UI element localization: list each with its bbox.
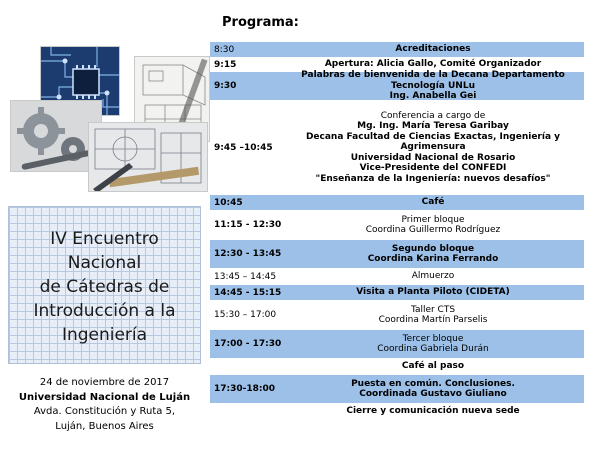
schedule-row (210, 101, 584, 195)
schedule-time: 9:30 (214, 81, 237, 91)
event-address: Avda. Constitución y Ruta 5, (33, 406, 176, 417)
schedule-time: 8:30 (214, 44, 235, 55)
schedule-line: Primer bloque (401, 214, 465, 225)
schedule-line: Tercer bloque (402, 333, 464, 344)
schedule-time: 14:45 - 15:15 (214, 287, 282, 298)
schedule-description (282, 361, 584, 372)
schedule-line: Decana Facultad de Ciencias Exactas, Ingeniería y Agrimensura (305, 131, 561, 153)
schedule-row (210, 301, 584, 330)
schedule-time: 10:45 (214, 197, 243, 208)
schedule-time: 13:45 – 14:45 (214, 271, 277, 282)
schedule-line: Ing. Anabella Gei (389, 91, 477, 102)
schedule-line: Coordina Guillermo Rodríguez (365, 225, 501, 235)
schedule-row (210, 404, 584, 420)
schedule-line: Apertura: Alicia Gallo, Comité Organizador (324, 59, 542, 70)
schedule-line: Coordina Gabriela Durán (377, 344, 489, 354)
schedule-line: Almuerzo (411, 271, 455, 282)
schedule-row (210, 359, 584, 375)
schedule-line: Visita a Planta Piloto (CIDETA) (356, 287, 510, 298)
schedule-time: 9:15 (214, 59, 237, 70)
schedule-description (282, 406, 584, 417)
blueprint-drafting-image (88, 122, 208, 192)
schedule-description (282, 111, 584, 185)
event-title-line: Ingeniería (61, 325, 148, 345)
event-title-line: Introducción a la (33, 301, 176, 321)
schedule-time: 11:15 - 12:30 (214, 220, 282, 230)
schedule-row (210, 375, 584, 404)
schedule-description (282, 244, 584, 265)
schedule-description (282, 287, 584, 298)
schedule-row (210, 240, 584, 269)
schedule-description (282, 70, 584, 102)
schedule-line: Café (421, 197, 445, 208)
schedule-time: 17:30-18:00 (214, 384, 276, 394)
schedule-line: Conferencia a cargo de (380, 110, 486, 121)
schedule-line: Coordina Martín Parselis (378, 315, 488, 325)
schedule-line: "Enseñanza de la Ingeniería: nuevos desafíos" (315, 173, 551, 184)
schedule-description (282, 44, 584, 55)
event-info (8, 376, 201, 434)
program-title: Programa: (222, 15, 299, 30)
event-title-line: de Cátedras de (39, 277, 170, 297)
engineering-image-collage (8, 42, 208, 202)
schedule-time: 17:00 - 17:30 (214, 339, 282, 349)
schedule-line: Universidad Nacional de Rosario (350, 152, 516, 163)
schedule-line: Café al paso (401, 361, 465, 372)
schedule-description (282, 59, 584, 70)
schedule-row (210, 195, 584, 211)
schedule-line: Mg. Ing. María Teresa Garibay (357, 121, 509, 132)
schedule-line: Coordina Karina Ferrando (367, 254, 499, 264)
event-title-line: IV Encuentro (50, 229, 159, 249)
event-city: Luján, Buenos Aires (55, 420, 154, 432)
schedule-line: Coordinada Gustavo Giuliano (359, 389, 507, 399)
schedule-table (210, 42, 584, 420)
schedule-row (210, 330, 584, 359)
event-title-box (8, 206, 201, 364)
schedule-row (210, 211, 584, 240)
schedule-description (282, 197, 584, 208)
schedule-line: Segundo bloque (391, 243, 475, 254)
schedule-line: Taller CTS (410, 304, 456, 315)
schedule-line: Vice-Presidente del CONFEDI (359, 163, 507, 174)
schedule-time: 12:30 - 13:45 (214, 249, 282, 259)
schedule-line: Acreditaciones (395, 44, 471, 55)
schedule-time: 15:30 – 17:00 (214, 310, 277, 320)
schedule-description (282, 215, 584, 236)
schedule-description (282, 271, 584, 282)
schedule-time: 9:45 –10:45 (214, 142, 273, 153)
event-university: Universidad Nacional de Luján (18, 391, 191, 403)
schedule-row (210, 269, 584, 285)
schedule-row (210, 285, 584, 301)
event-title-line: Nacional (67, 253, 142, 273)
schedule-line: Puesta en común. Conclusiones. (351, 378, 515, 389)
schedule-line: Cierre y comunicación nueva sede (346, 406, 520, 417)
schedule-description (282, 305, 584, 326)
event-date: 24 de noviembre de 2017 (39, 377, 170, 388)
event-title (34, 223, 176, 347)
schedule-description (282, 334, 584, 355)
schedule-row (210, 42, 584, 58)
schedule-row (210, 72, 584, 101)
schedule-line: Palabras de bienvenida de la Decana Departamento Tecnología UNLu (301, 70, 565, 91)
schedule-description (282, 379, 584, 400)
